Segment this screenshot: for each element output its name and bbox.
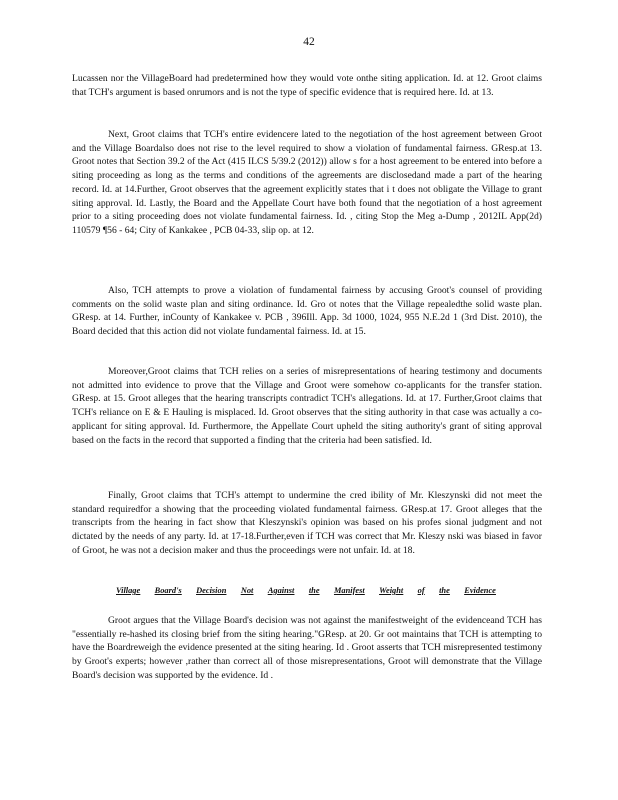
heading-word: Manifest (333, 586, 365, 595)
heading-word: of (417, 586, 425, 595)
heading-word: Village (116, 586, 141, 595)
heading-word: Evidence (464, 586, 496, 595)
paragraph-2: Next, Groot claims that TCH's entire evidencere lated to the negotiation of the host agreement between Groot and the Village Boardalso does not rise to the level required to show a violation of fundamental fairness. GResp.at 13. Groot notes that Section 39.2 of the Act (415 ILCS 5/39.2 (2012)) allow s for a host agreement to be entered into before a siting proceeding as long as the terms and conditions of the agreements are disclosedand made a part of the hearing record. Id. at 14.Further, Groot observes that the agreement explicitly states that i t does not obligate the Village to grant siting approval. Id. Lastly, the Board and the Appellate Court have both found that the negotiation of a host agreement prior to a siting proceeding does not violate fundamental fairness. Id. , citing Stop the Meg a-Dump , 2012IL App(2d) 110579 ¶56 - 64; City of Kankakee , PCB 04-33, slip op. at 12. (72, 129, 542, 236)
paragraph-3: Also, TCH attempts to prove a violation of fundamental fairness by accusing Groot's counsel of providing comments on the solid waste plan and siting ordinance. Id. Gro ot notes that the Village repealedthe solid waste plan. GResp. at 14. Further, inCounty of Kankakee v. PCB , 396Ill. App. 3d 1000, 1024, 955 N.E.2d 1 (3rd Dist. 2010), the Board decided that this action did not violate fundamental fairness. Id. at 15. (72, 285, 542, 338)
heading-word: Decision (196, 586, 227, 595)
paragraph-5: Finally, Groot claims that TCH's attempt to undermine the cred ibility of Mr. Kleszynski did not meet the standard requiredfor a showing that the proceeding violated fundamental fairness. GResp.at 17. Groot alleges that the transcripts from the hearing in fact show that Kleszynski's opinion was based on his profes sional judgment and not dictated by the needs of any party. Id. at 17-18.Further,even if TCH was correct that Mr. Kleszy nski was biased in favor of Groot, he was not a decision maker and thus the proceedings were not unfair. Id. at 18. (72, 490, 542, 556)
heading-word: Against (267, 586, 295, 595)
paragraph-1: Lucassen nor the VillageBoard had predetermined how they would vote onthe siting application. Id. at 12. Groot claims that TCH's argument is based onrumors and is not the type of specific evidence that is required here. Id. at 13. (72, 73, 542, 98)
page-number: 42 (303, 36, 315, 48)
section-heading (116, 586, 496, 595)
paragraph-4: Moreover,Groot claims that TCH relies on a series of misrepresentations of hearing testimony and documents not admitted into evidence to prove that the Village and Groot were somehow co-applicants for the transfer station. GResp. at 15. Groot alleges that the hearing transcripts contradict TCH's allegations. Id. at 17. Further,Groot claims that TCH's reliance on E & E Hauling is misplaced. Id. Groot observes that the siting authority in that case was actually a co-applicant for siting approval. Id. Furthermore, the Appellate Court upheld the siting authority's grant of siting approval based on the facts in the record that supported a finding that the criteria had been satisfied. Id. (72, 366, 542, 446)
heading-word: the (308, 586, 320, 595)
heading-word: Board's (154, 586, 182, 595)
heading-word: Weight (379, 586, 404, 595)
heading-word: the (439, 586, 450, 595)
heading-word: Not (240, 586, 254, 595)
paragraph-6: Groot argues that the Village Board's decision was not against the manifestweight of the evidenceand TCH has "essentially re-hashed its closing brief from the siting hearing."GResp. at 20. Gr oot maintains that TCH is attempting to have the Boardreweigh the evidence presented at the siting hearing. Id . Groot asserts that TCH misrepresented testimony by Groot's experts; however ,rather than correct all of those misrepresentations, Groot will demonstrate that the Village Board's decision was supported by the evidence. Id . (72, 615, 542, 681)
